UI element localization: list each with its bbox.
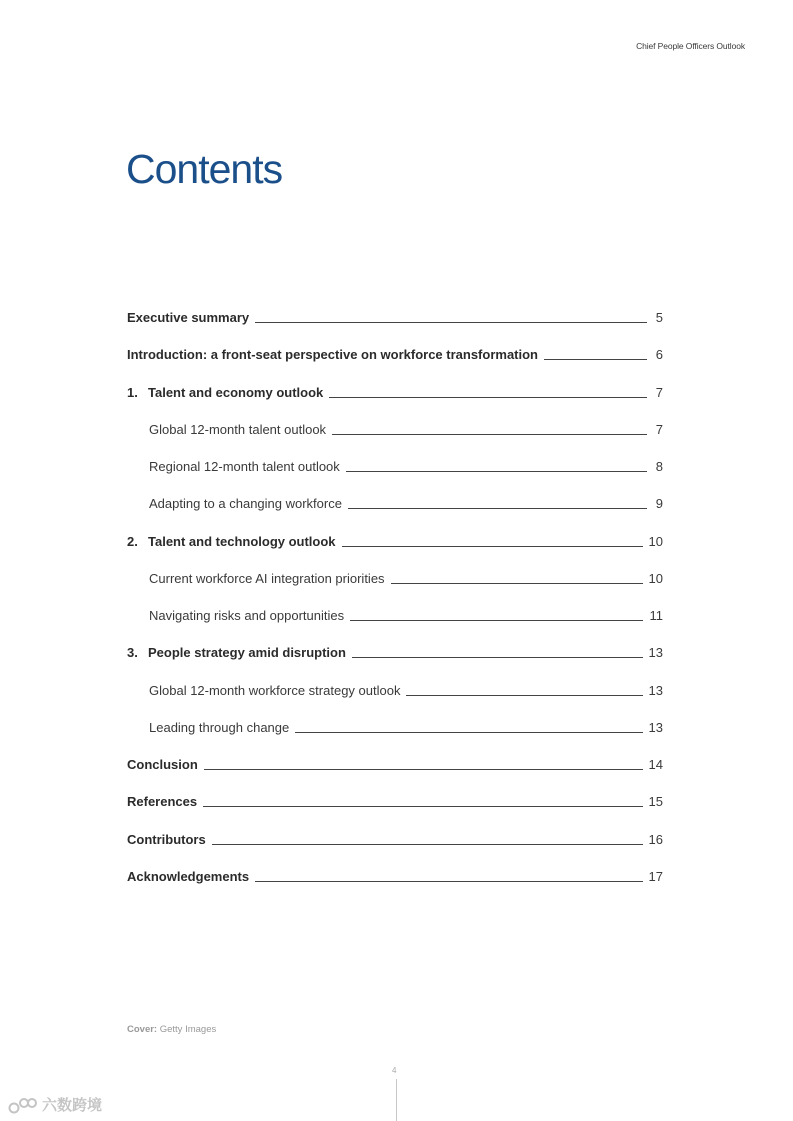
- toc-entry-text: Introduction: a front-seat perspective on workforce transformation: [127, 347, 538, 363]
- running-header: Chief People Officers Outlook: [636, 41, 745, 51]
- toc-section-number: 3.: [127, 645, 138, 661]
- toc-entry[interactable]: [127, 608, 663, 645]
- cover-credit-label: Cover:: [127, 1024, 158, 1035]
- toc-entry-text: Global 12-month workforce strategy outlook: [149, 682, 401, 698]
- toc-leader-line: [348, 507, 647, 509]
- toc-entry[interactable]: [127, 720, 663, 757]
- toc-leader-line: [332, 433, 647, 435]
- toc-entry[interactable]: [127, 869, 663, 906]
- toc-page-number: 17: [648, 868, 663, 884]
- toc-entry-text: Global 12-month talent outlook: [149, 421, 327, 437]
- toc-leader-line: [391, 582, 643, 584]
- toc-entry-label: [127, 459, 340, 474]
- toc-entry-text: People strategy amid disruption: [148, 645, 346, 661]
- toc-page-number: 13: [648, 719, 663, 735]
- page-title: Contents: [126, 146, 283, 192]
- toc-entry[interactable]: [127, 832, 663, 869]
- toc-entry[interactable]: [127, 385, 663, 422]
- toc-entry-text: Navigating risks and opportunities: [149, 608, 345, 623]
- toc-entry-label: [127, 534, 336, 549]
- toc-entry[interactable]: [127, 422, 663, 459]
- toc-leader-line: [203, 805, 642, 807]
- toc-leader-line: [204, 768, 643, 770]
- watermark-text: 六数跨境: [42, 1097, 103, 1114]
- toc-page-number: 10: [648, 570, 663, 586]
- toc-entry[interactable]: [127, 496, 663, 533]
- toc-entry-label: [127, 757, 198, 772]
- toc-entry-text: Conclusion: [127, 757, 198, 772]
- toc-entry-label: [127, 608, 344, 623]
- toc-leader-line: [342, 545, 643, 547]
- toc-section-number: 1.: [127, 384, 138, 400]
- toc-page-number: 8: [655, 459, 663, 474]
- toc-entry-label: [127, 869, 249, 884]
- toc-entry-text: Regional 12-month talent outlook: [149, 459, 340, 474]
- footer-rule: [396, 1079, 397, 1121]
- toc-leader-line: [255, 321, 647, 323]
- toc-entry[interactable]: [127, 459, 663, 496]
- toc-entry[interactable]: [127, 683, 663, 720]
- toc-entry-label: [127, 683, 400, 698]
- toc-entry[interactable]: [127, 757, 663, 794]
- toc-leader-line: [346, 470, 647, 472]
- toc-entry[interactable]: [127, 645, 663, 682]
- toc-page-number: 11: [649, 608, 663, 623]
- toc-entry-label: [127, 720, 289, 735]
- toc-leader-line: [329, 396, 647, 398]
- watermark: [8, 1094, 102, 1115]
- logo-mark-icon: [8, 1095, 38, 1115]
- toc-page-number: 13: [648, 645, 663, 661]
- toc-leader-line: [255, 880, 642, 882]
- toc-entry-text: Leading through change: [149, 719, 290, 735]
- toc-entry[interactable]: [127, 347, 663, 384]
- cover-credit: [127, 1024, 216, 1035]
- toc-entry[interactable]: [127, 571, 663, 608]
- toc-entry[interactable]: [127, 534, 663, 571]
- toc-entry-text: References: [127, 794, 198, 810]
- toc-entry-label: [127, 645, 346, 660]
- table-of-contents: [127, 310, 663, 906]
- toc-page-number: 14: [648, 757, 663, 772]
- toc-entry-text: Current workforce AI integration priorities: [149, 570, 385, 586]
- toc-page-number: 15: [648, 794, 663, 810]
- toc-page-number: 6: [655, 347, 663, 363]
- toc-entry-text: Contributors: [127, 831, 206, 847]
- toc-leader-line: [544, 358, 647, 360]
- toc-entry-label: [127, 347, 538, 362]
- toc-page-number: 13: [648, 682, 663, 698]
- toc-page-number: 7: [655, 384, 663, 400]
- toc-leader-line: [352, 656, 643, 658]
- toc-entry-label: [127, 310, 249, 325]
- cover-credit-value: Getty Images: [159, 1024, 217, 1035]
- toc-page-number: 16: [648, 831, 663, 847]
- toc-entry-label: [127, 794, 197, 809]
- toc-page-number: 5: [655, 310, 663, 325]
- toc-entry-text: Adapting to a changing workforce: [149, 496, 342, 512]
- toc-leader-line: [295, 731, 642, 733]
- toc-page-number: 10: [648, 533, 663, 549]
- toc-entry[interactable]: [127, 310, 663, 347]
- toc-page-number: 9: [655, 496, 663, 512]
- toc-entry[interactable]: [127, 794, 663, 831]
- toc-leader-line: [406, 694, 642, 696]
- toc-entry-label: [127, 385, 323, 400]
- toc-entry-label: [127, 496, 342, 511]
- toc-leader-line: [350, 619, 643, 621]
- toc-entry-text: Acknowledgements: [127, 868, 250, 884]
- toc-leader-line: [212, 843, 643, 845]
- toc-entry-text: Talent and technology outlook: [148, 533, 336, 549]
- toc-entry-text: Executive summary: [127, 310, 250, 325]
- toc-page-number: 7: [655, 421, 663, 437]
- page-number: 4: [392, 1066, 397, 1075]
- toc-entry-label: [127, 422, 326, 437]
- toc-section-number: 2.: [127, 533, 138, 549]
- toc-entry-label: [127, 832, 206, 847]
- toc-entry-text: Talent and economy outlook: [148, 384, 324, 400]
- toc-entry-label: [127, 571, 385, 586]
